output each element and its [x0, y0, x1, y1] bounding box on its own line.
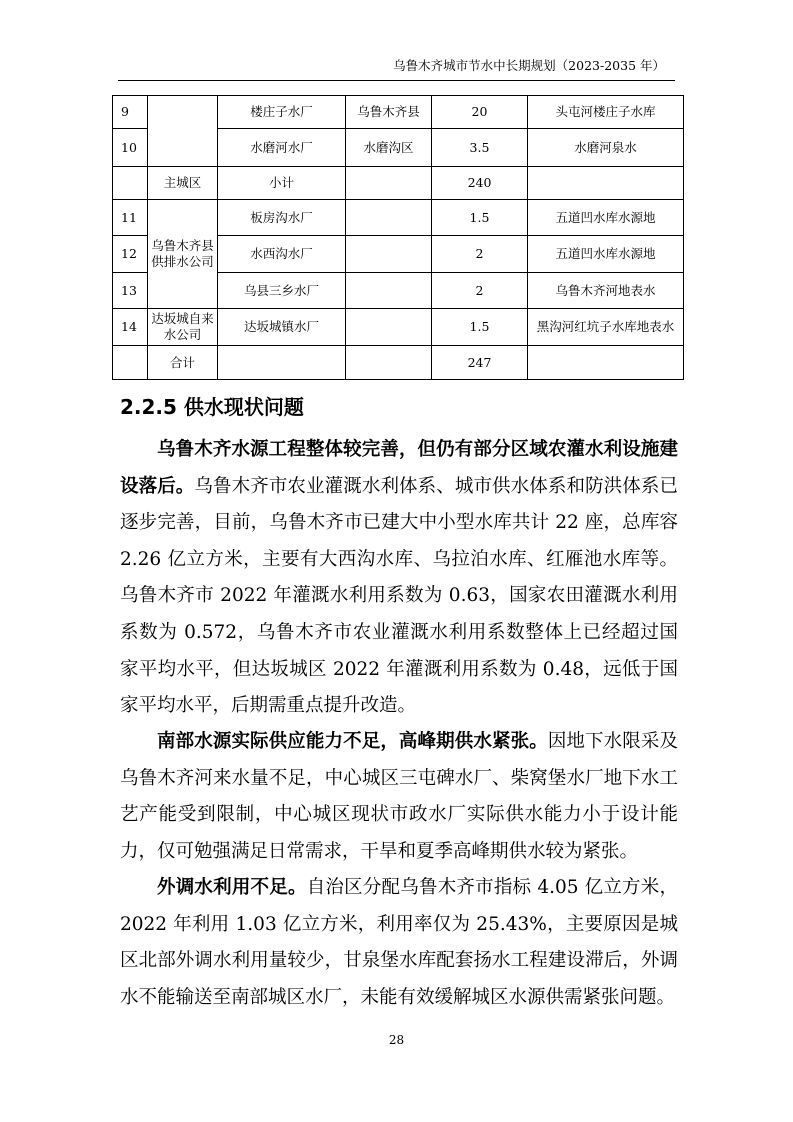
district — [346, 273, 432, 309]
water-source: 水磨河泉水 — [528, 129, 684, 167]
paragraph-lead: 南部水源实际供应能力不足，高峰期供水紧张。 — [157, 731, 548, 752]
paragraph-body: 自治区分配乌鲁木齐市指标 4.05 亿立方米，2022 年利用 1.03 亿立方米，利用率仅为 25.43%，主要原因是城区北部外调水利用量较少，甘泉堡水库配套扬水工程建设滞后，外调水不能输送至南部城区水厂，未能有效缓解城区水源供需紧张问题。 — [120, 877, 678, 1008]
row-number: 9 — [113, 96, 148, 129]
row-number: 11 — [113, 200, 148, 236]
paragraph-lead: 外调水利用不足。 — [157, 877, 307, 898]
supply-unit — [148, 96, 218, 167]
capacity: 20 — [432, 96, 528, 129]
plant-name: 水西沟水厂 — [218, 236, 346, 273]
water-source — [528, 167, 684, 200]
row-number — [113, 167, 148, 200]
plant-name: 小计 — [218, 167, 346, 200]
district — [346, 346, 432, 380]
water-source: 五道凹水库水源地 — [528, 200, 684, 236]
table-row — [113, 167, 684, 200]
district — [346, 309, 432, 346]
row-number: 13 — [113, 273, 148, 309]
district — [346, 167, 432, 200]
capacity: 1.5 — [432, 309, 528, 346]
row-number: 12 — [113, 236, 148, 273]
paragraph-body: 因地下水限采及乌鲁木齐河来水量不足，中心城区三屯碑水厂、柴窝堡水厂地下水工艺产能受到限制，中心城区现状市政水厂实际供水能力小于设计能力，仅可勉强满足日常需求，干旱和夏季高峰期供水较为紧张。 — [120, 731, 678, 862]
row-number — [113, 346, 148, 380]
table-row — [113, 346, 684, 380]
paragraph-3 — [120, 870, 678, 1016]
row-number: 14 — [113, 309, 148, 346]
capacity: 247 — [432, 346, 528, 380]
section-heading: 2.2.5 供水现状问题 — [120, 395, 304, 419]
supply-unit: 主城区 — [148, 167, 218, 200]
plant-name: 达坂城镇水厂 — [218, 309, 346, 346]
capacity: 2 — [432, 236, 528, 273]
paragraph-body: 乌鲁木齐市农业灌溉水利体系、城市供水体系和防洪体系已逐步完善，目前，乌鲁木齐市已建大中小型水库共计 22 座，总库容 2.26 亿立方米，主要有大西沟水库、乌拉泊水库、红雁池水库等。乌鲁木齐市 2022 年灌溉水利用系数为 0.63，国家农田灌溉水利用系数为 0.572，乌鲁木齐市农业灌溉水利用系数整体上已经超过国家平均水平，但达坂城区 2022 年灌溉利用系数为 0.48，远低于国家平均水平，后期需重点提升改造。 — [120, 475, 678, 717]
plant-name: 乌县三乡水厂 — [218, 273, 346, 309]
paragraph-1 — [120, 432, 678, 725]
water-source: 乌鲁木齐河地表水 — [528, 273, 684, 309]
plant-name — [218, 346, 346, 380]
capacity: 1.5 — [432, 200, 528, 236]
water-source — [528, 346, 684, 380]
water-source: 头屯河楼庄子水库 — [528, 96, 684, 129]
plant-name: 楼庄子水厂 — [218, 96, 346, 129]
row-number: 10 — [113, 129, 148, 167]
plant-name: 板房沟水厂 — [218, 200, 346, 236]
header-title: 乌鲁木齐城市节水中长期规划（2023-2035 年） — [393, 58, 665, 73]
page-number: 28 — [388, 1033, 405, 1047]
paragraph-2 — [120, 724, 678, 870]
district — [346, 200, 432, 236]
capacity: 240 — [432, 167, 528, 200]
district: 乌鲁木齐县 — [346, 96, 432, 129]
capacity: 3.5 — [432, 129, 528, 167]
district: 水磨沟区 — [346, 129, 432, 167]
supply-unit: 乌鲁木齐县供排水公司 — [148, 200, 218, 309]
district — [346, 236, 432, 273]
page-header — [118, 50, 675, 81]
table-row — [113, 96, 684, 129]
water-source: 五道凹水库水源地 — [528, 236, 684, 273]
capacity: 2 — [432, 273, 528, 309]
water-plant-table — [112, 95, 684, 380]
supply-unit: 达坂城自来水公司 — [148, 309, 218, 346]
water-source: 黑沟河红坑子水库地表水 — [528, 309, 684, 346]
plant-name: 水磨河水厂 — [218, 129, 346, 167]
table-row — [113, 200, 684, 236]
table-row — [113, 309, 684, 346]
paragraph-lead: 乌鲁木齐水源工程整体较完善，但仍有部分区域农灌水利设施建设落后。 — [120, 439, 678, 497]
supply-unit: 合计 — [148, 346, 218, 380]
